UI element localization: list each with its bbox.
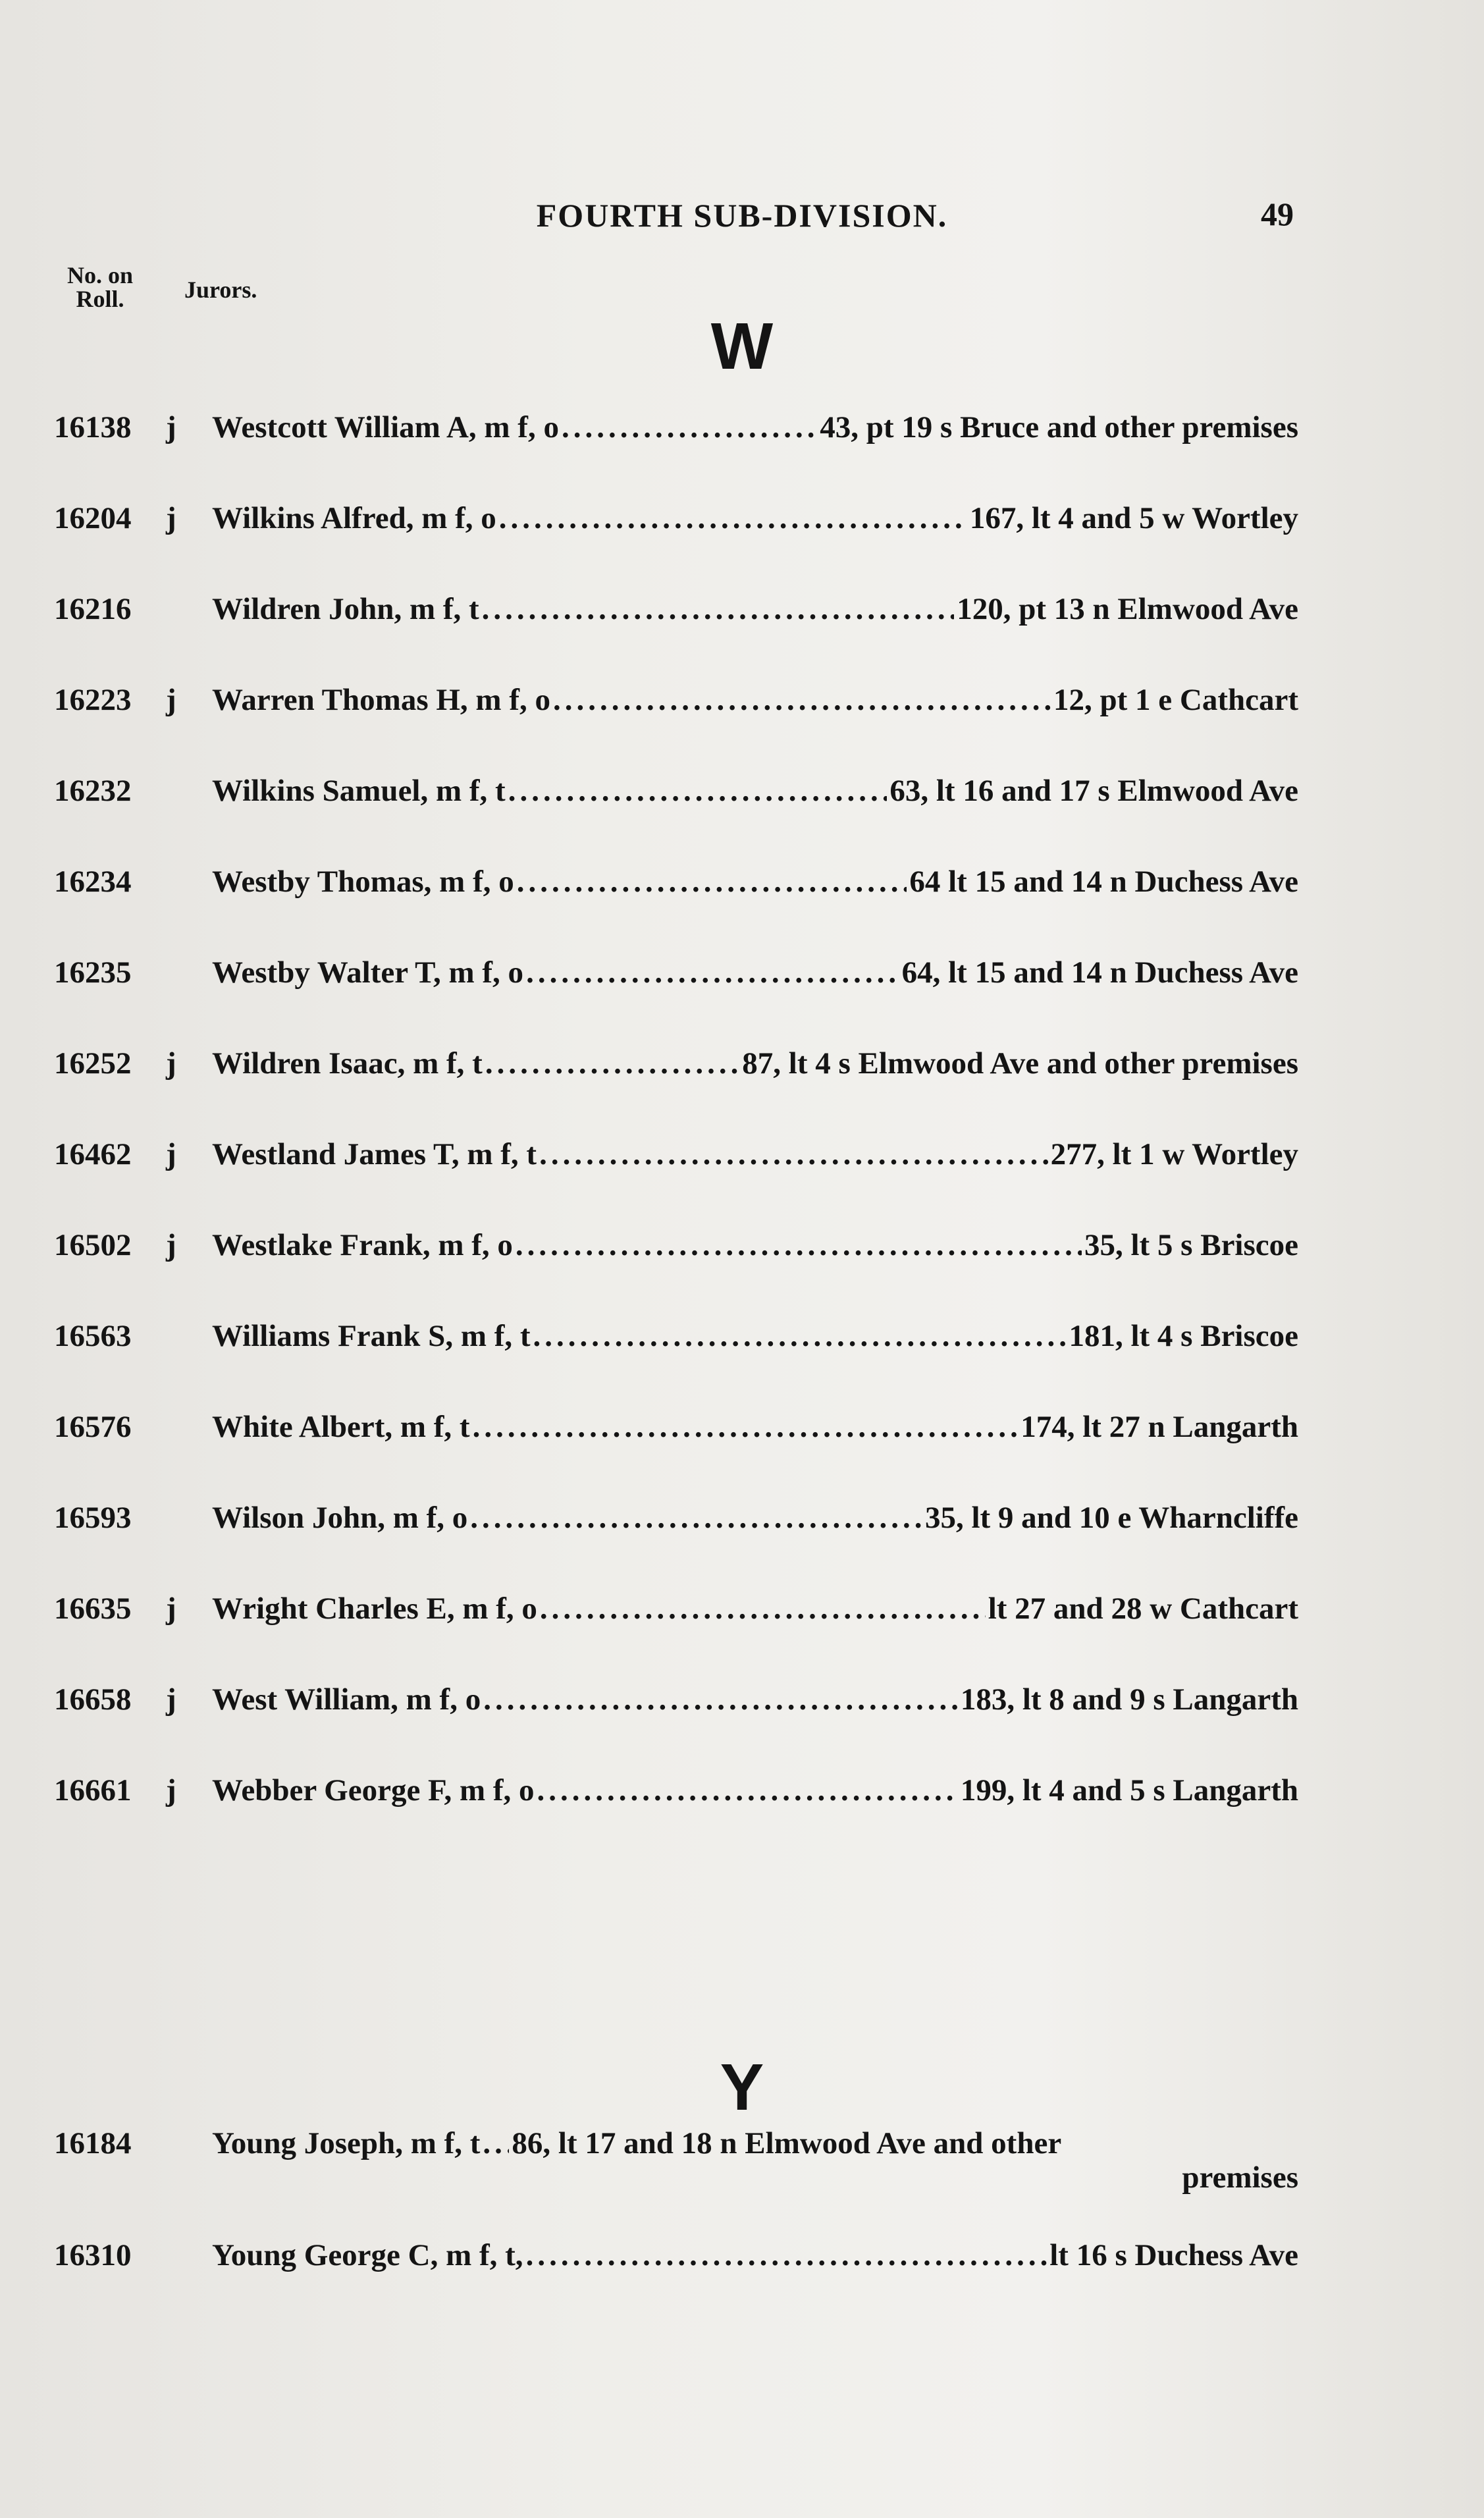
entry-name: Wildren Isaac, m f, t bbox=[212, 1046, 483, 1081]
entry-property: 181, lt 4 s Briscoe bbox=[1069, 1319, 1298, 1353]
section-letter-y: Y bbox=[720, 2050, 764, 2124]
roll-number: 16138 bbox=[54, 410, 132, 444]
page-title: FOURTH SUB-DIVISION. bbox=[536, 197, 948, 234]
dot-leader bbox=[540, 1591, 986, 1626]
dot-leader bbox=[473, 1409, 1019, 1445]
dot-leader bbox=[517, 864, 907, 899]
roll-number: 16593 bbox=[54, 1501, 132, 1535]
entry-name: Williams Frank S, m f, t bbox=[212, 1319, 531, 1353]
entry-name: Wildren John, m f, t bbox=[212, 592, 479, 626]
entry-property: 87, lt 4 s Elmwood Ave and other premises bbox=[742, 1046, 1298, 1081]
roll-number: 16252 bbox=[54, 1046, 132, 1081]
roll-number: 16661 bbox=[54, 1773, 132, 1808]
juror-mark: j bbox=[166, 1773, 176, 1808]
entry-property: 199, lt 4 and 5 s Langarth bbox=[960, 1773, 1298, 1808]
entry-name: Westby Walter T, m f, o bbox=[212, 955, 524, 990]
entry-property: lt 27 and 28 w Cathcart bbox=[988, 1592, 1298, 1626]
roll-number: 16184 bbox=[54, 2126, 132, 2160]
roll-number: 16635 bbox=[54, 1592, 132, 1626]
dot-leader bbox=[470, 1500, 922, 1536]
entry-name: White Albert, m f, t bbox=[212, 1410, 470, 1444]
roll-number: 16310 bbox=[54, 2238, 132, 2272]
roll-number: 16216 bbox=[54, 592, 132, 626]
entry-property: 35, lt 9 and 10 e Wharncliffe bbox=[924, 1501, 1298, 1535]
entry-property: 64, lt 15 and 14 n Duchess Ave bbox=[901, 955, 1298, 990]
entry-property: 120, pt 13 n Elmwood Ave bbox=[957, 592, 1298, 626]
column-header-roll-line1: No. on bbox=[66, 262, 134, 288]
column-header-roll bbox=[54, 263, 146, 311]
juror-mark: j bbox=[166, 683, 176, 717]
dot-leader bbox=[516, 1227, 1082, 1263]
roll-number: 16234 bbox=[54, 865, 132, 899]
roll-number: 16502 bbox=[54, 1228, 132, 1262]
roll-number: 16563 bbox=[54, 1319, 132, 1353]
entry-property: 43, pt 19 s Bruce and other premises bbox=[820, 410, 1298, 444]
entry-property: 277, lt 1 w Wortley bbox=[1050, 1137, 1298, 1171]
entry-name: Westcott William A, m f, o bbox=[212, 410, 559, 444]
entry-property: 35, lt 5 s Briscoe bbox=[1084, 1228, 1298, 1262]
entry-name: Young Joseph, m f, t bbox=[212, 2126, 481, 2160]
dot-leader bbox=[539, 1137, 1048, 1172]
dot-leader bbox=[533, 1318, 1067, 1354]
entry-name: Webber George F, m f, o bbox=[212, 1773, 535, 1808]
roll-number: 16658 bbox=[54, 1682, 132, 1717]
dot-leader bbox=[537, 1773, 958, 1808]
entry-property: lt 16 s Duchess Ave bbox=[1049, 2238, 1298, 2272]
roll-number: 16235 bbox=[54, 955, 132, 990]
dot-leader bbox=[485, 1046, 739, 1081]
entry-name: Wilkins Samuel, m f, t bbox=[212, 774, 506, 808]
entry-property: 63, lt 16 and 17 s Elmwood Ave bbox=[889, 774, 1298, 808]
dot-leader bbox=[508, 773, 888, 809]
entry-property: 174, lt 27 n Langarth bbox=[1020, 1410, 1298, 1444]
roll-number: 16462 bbox=[54, 1137, 132, 1171]
entry-property: 167, lt 4 and 5 w Wortley bbox=[969, 501, 1298, 535]
entry-name: Young George C, m f, t, bbox=[212, 2238, 523, 2272]
page-number: 49 bbox=[1261, 196, 1294, 232]
entry-name: Westlake Frank, m f, o bbox=[212, 1228, 513, 1262]
dot-leader bbox=[499, 500, 967, 536]
section-letter-w: W bbox=[710, 309, 774, 383]
roll-number: 16204 bbox=[54, 501, 132, 535]
entry-property: 183, lt 8 and 9 s Langarth bbox=[960, 1682, 1298, 1717]
entry-property: 12, pt 1 e Cathcart bbox=[1053, 683, 1298, 717]
juror-mark: j bbox=[166, 1137, 176, 1171]
entry-continuation: premises bbox=[1182, 2160, 1298, 2195]
dot-leader bbox=[526, 955, 899, 990]
entry-name: Westby Thomas, m f, o bbox=[212, 865, 514, 899]
roll-number: 16232 bbox=[54, 774, 132, 808]
juror-mark: j bbox=[166, 410, 176, 444]
column-header-roll-line2: Roll. bbox=[76, 286, 124, 312]
entry-name: Wilson John, m f, o bbox=[212, 1501, 468, 1535]
entry-name: Westland James T, m f, t bbox=[212, 1137, 537, 1171]
juror-mark: j bbox=[166, 501, 176, 535]
roll-number: 16576 bbox=[54, 1410, 132, 1444]
juror-mark: j bbox=[166, 1228, 176, 1262]
entry-property: 86, lt 17 and 18 n Elmwood Ave and other bbox=[512, 2126, 1062, 2160]
entry-name: Warren Thomas H, m f, o bbox=[212, 683, 550, 717]
dot-leader bbox=[553, 682, 1051, 718]
entry-name: West William, m f, o bbox=[212, 1682, 481, 1717]
column-header-jurors: Jurors. bbox=[184, 277, 257, 303]
entry-name: Wright Charles E, m f, o bbox=[212, 1592, 537, 1626]
roll-number: 16223 bbox=[54, 683, 132, 717]
dot-leader bbox=[483, 2126, 509, 2161]
juror-mark: j bbox=[166, 1682, 176, 1717]
entry-name: Wilkins Alfred, m f, o bbox=[212, 501, 496, 535]
juror-mark: j bbox=[166, 1592, 176, 1626]
dot-leader bbox=[526, 2237, 1047, 2273]
dot-leader bbox=[562, 410, 817, 445]
juror-mark: j bbox=[166, 1046, 176, 1081]
dot-leader bbox=[482, 591, 955, 627]
dot-leader bbox=[483, 1682, 958, 1717]
entry-property: 64 lt 15 and 14 n Duchess Ave bbox=[909, 865, 1298, 899]
